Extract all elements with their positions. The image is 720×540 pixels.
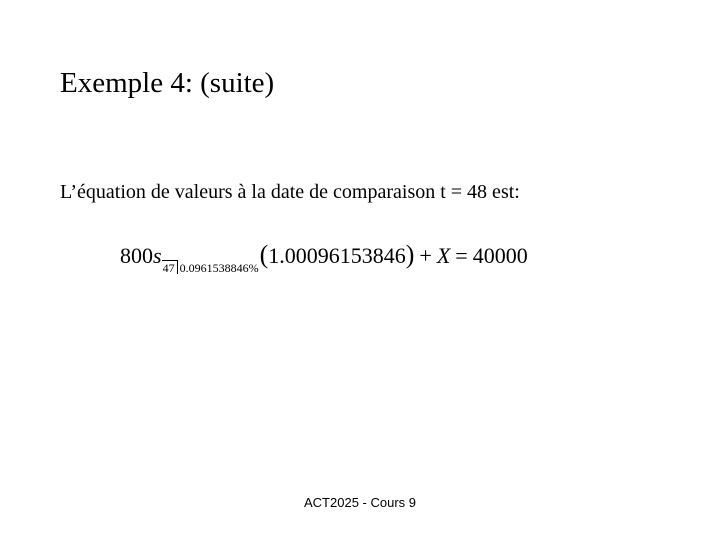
slide-title: Exemple 4: (suite): [60, 67, 275, 99]
equation-variable: X: [436, 243, 451, 268]
slide-footer: ACT2025 - Cours 9: [304, 495, 416, 510]
equation-factor: 1.00096153846: [268, 243, 406, 268]
equation-subscript-n: 47: [162, 260, 178, 274]
equation-plus: +: [419, 243, 432, 268]
equation-coefficient: 800: [120, 243, 153, 268]
equation-equals: =: [455, 243, 468, 268]
equation-result: 40000: [472, 243, 528, 268]
equation-open-paren: (: [259, 240, 269, 269]
equation-of-value: [120, 240, 528, 280]
equation-close-paren: ): [405, 240, 415, 269]
equation-annuity-symbol: s: [153, 243, 162, 268]
equation-subscript-rate: 0.0961538846%: [179, 261, 259, 275]
equation-subscript: [162, 260, 259, 274]
slide-body-text: L’équation de valeurs à la date de comparaison t = 48 est:: [60, 181, 520, 203]
